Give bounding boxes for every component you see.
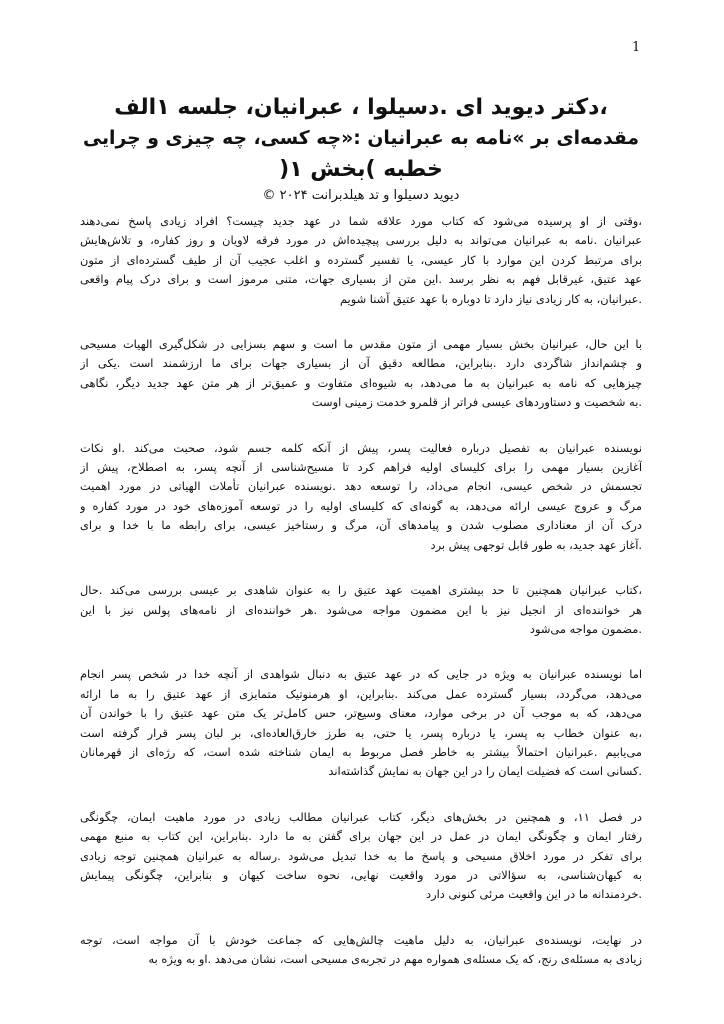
- text-line: مرگ و عروج عیسی ارائه می‌دهد، به گونه‌ای که کلیسای اولیه را در توسعه آموزه‌های خود در مورد کفاره و: [80, 498, 642, 513]
- byline: دیوید دسیلوا و تد هیلدبرانت ۲۰۲۴ ©: [262, 188, 460, 203]
- text-line: برای تفکر در مورد اخلاق مسیحی و پاسخ ما به خدا تبدیل می‌شود .رساله به عبرانیان همچنین توجه زیادی: [80, 848, 642, 863]
- text-line: .عبرانیان، به کار زیادی نیاز دارد تا دوباره با عهد عتیق آشنا شویم: [339, 291, 642, 306]
- text-line: ،کتاب عبرانیان همچنین تا حد بیشتری اهمیت عهد عتیق را به عنوان شاهدی بر عیسی بررسی می‌کند .حال: [80, 583, 642, 598]
- text-line: آغازین بسیار مهمی را برای کلیسای اولیه فراهم کرد تا مسیح‌شناسی از آنچه پسر، به اصطلاح، پیش از: [80, 460, 642, 475]
- paragraph-4: [80, 581, 642, 639]
- text-line: به کیهان‌شناسی، به سؤالاتی در مورد واقعیت نهایی، نحوه ساخت کیهان و بنابراین، چگونگی پیمایش: [80, 867, 642, 882]
- text-line: هر خواننده‌ای از انجیل نیز با این مضمون مواجه می‌شود .هر خواننده‌ای از نامه‌های پولس نیز با این: [80, 602, 642, 617]
- text-line: تجسمش در شخص عیسی، انجام می‌داد، را توسعه دهد .نویسنده عبرانیان تأملات الهیاتی در مورد اهمیت: [80, 479, 642, 494]
- text-line: و چشم‌انداز شاگردی دارد .بنابراین، مطالعه دقیق آن از بسیاری جهات برای ما ارزشمند است .یکی از: [80, 356, 642, 371]
- text-line: .کسانی است که فضیلت ایمان را در این جهان به نمایش گذاشته‌اند: [328, 764, 642, 779]
- paragraph-6: [80, 808, 642, 905]
- text-line: می‌دهد، که به موجب آن در برخی موارد، معنای وسیع‌تر، حس کامل‌تر یک متن عهد عتیق را با خواندن آن: [80, 706, 642, 721]
- text-line: نویسنده عبرانیان به تفصیل درباره فعالیت پسر، پیش از آنکه کلمه جسم شود، صحبت می‌کند .او نکات: [80, 440, 642, 455]
- text-line: رفتار ایمان و چگونگی ایمان در عمل در این جهان برای گفتن به ما دارد .بنابراین، این کتاب به منبع مهمی: [80, 829, 642, 844]
- page-title-line-3: خطبه )بخش ۱(: [279, 157, 443, 182]
- paragraph-3: [80, 439, 642, 555]
- page-title-line-2: مقدمه‌ای بر »نامه به عبرانیان :«چه کسی، چه چیزی و چرایی: [82, 128, 640, 149]
- text-line: .مضمون مواجه می‌شود: [529, 621, 642, 636]
- text-line: چیزهایی که نامه به عبرانیان به ما می‌دهد، به شیوه‌ای متفاوت و عمیق‌تر از هر متن عهد جدید دیگر، نگاهی: [80, 375, 642, 390]
- text-line: ،به عنوان خطاب به پسر، یا درباره پسر، یا حتی، به طرز خارق‌العاده‌ای، بر لبان پسر قرار گرفته است: [80, 725, 642, 740]
- text-line: با این حال، عبرانیان بخش بسیار مهمی از متون مقدس ما است و سهم بسزایی در شکل‌گیری الهیات مسیحی: [80, 337, 642, 352]
- text-line: .خردمندانه ما در این واقعیت مرئی کنونی دارد: [426, 887, 642, 902]
- paragraph-5: [80, 665, 642, 781]
- page-number: 1: [632, 40, 641, 55]
- document-header: [80, 92, 642, 205]
- paragraph-1: [80, 212, 642, 309]
- text-line: می‌دهد، می‌گردد، بسیار گسترده عمل می‌کند .بنابراین، او هرمنوتیک متمایزی از عهد عتیق را به ما ارائه: [80, 686, 642, 701]
- text-line: زیادی به مسئله‌ی رنج، که یک مسئله‌ی همواره مهم در تجربه‌ی مسیحی است، نشان می‌دهد .او به ویژه به: [148, 952, 642, 967]
- text-line: اما نویسنده عبرانیان به ویژه در جایی که در عهد عتیق به دنبال شواهدی از آنچه خدا در شخص پسر انجام: [80, 667, 642, 682]
- text-line: می‌یابیم .عبرانیان احتمالاً بیشتر به خاطر فصل مربوط به ایمان شناخته شده است، که رژه‌ای از قهرمانان: [80, 744, 642, 759]
- document-body: [80, 212, 642, 996]
- paragraph-7: [80, 931, 642, 970]
- text-line: .به شخصیت و دستاوردهای عیسی فراتر از قلمرو خدمت زمینی اوست: [311, 395, 642, 410]
- text-line: ،وقتی از او پرسیده می‌شود که کتاب مورد علاقه شما در عهد جدید چیست؟ افراد زیادی پاسخ نمی‌دهند: [80, 214, 642, 228]
- text-line: در نهایت، نویسنده‌ی عبرانیان، به دلیل ماهیت چالش‌هایی که جماعت خودش با آن مواجه است، توجه: [80, 932, 642, 947]
- page-title-line-1: ،دکتر دیوید ای .دسیلوا ، عبرانیان، جلسه ۱الف: [114, 95, 608, 120]
- text-line: .آغاز عهد جدید، به طور قابل توجهی پیش برد: [430, 537, 642, 552]
- text-line: برای مرتبط کردن این موارد با کار عیسی، یا تفسیر گسترده و اغلب عجیب آن از طیف گسترده‌ای از متون: [80, 252, 642, 267]
- paragraph-2: [80, 335, 642, 413]
- text-line: در فصل ۱۱، و همچنین در بخش‌های دیگر، کتاب عبرانیان مطالب زیادی در مورد ماهیت ایمان، چگونگی: [80, 809, 642, 824]
- text-line: درک آن از معناداری مصلوب شدن و پیامدهای آن، مرگ و رستاخیز عیسی، برای رابطه ما با خدا و برای: [80, 518, 642, 533]
- text-line: عبرانیان .نامه به عبرانیان می‌تواند به دلیل بررسی پیچیده‌اش در مورد فرقه لاویان و روز کفاره، و تلاش‌هایش: [80, 233, 642, 248]
- text-line: عهد عتیق، غیرقابل فهم به نظر برسد .این متن از بسیاری جهات، متنی مرموز است و برای درک پیام واقعی: [80, 272, 642, 287]
